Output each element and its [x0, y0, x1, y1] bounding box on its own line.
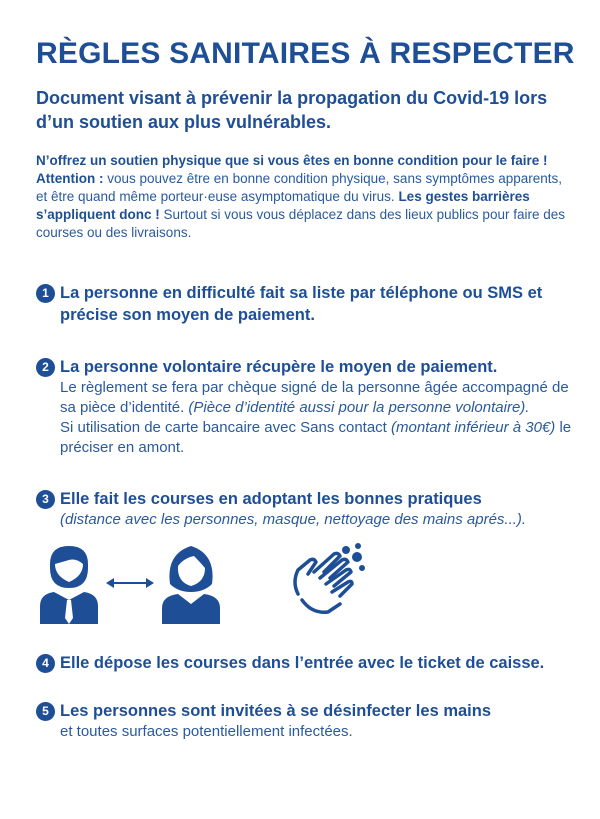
step-number: 5 — [36, 702, 55, 721]
step-number: 4 — [36, 654, 55, 673]
practices-note: (distance avec les personnes, masque, nettoyage des mains aprés...). — [60, 511, 527, 528]
step-4 — [36, 652, 576, 674]
document — [36, 36, 576, 742]
intro-bold-2: Les gestes barrières s’appliquent donc ! — [36, 189, 530, 222]
step-title: Les personnes sont invitées à se désinfecter les mains — [60, 702, 492, 720]
step-title: La personne volontaire récupère le moyen de paiement. — [60, 358, 498, 376]
step-number: 2 — [36, 358, 55, 377]
hand-washing-icon — [288, 542, 368, 622]
double-arrow-icon — [106, 576, 154, 590]
step-title: Elle fait les courses en adoptant les bonnes pratiques — [60, 490, 482, 508]
step-3 — [36, 488, 576, 530]
page-title: RÈGLES SANITAIRES À RESPECTER — [36, 37, 575, 70]
card-text: Si utilisation de carte bancaire avec Sans contact — [60, 419, 392, 436]
step-title: La personne en difficulté fait sa liste par téléphone ou SMS et précise son moyen de paiement. — [60, 284, 543, 324]
intro-text-2: Surtout si vous vous déplacez dans des lieux publics pour faire des courses ou des livraisons. — [36, 207, 565, 240]
step-1 — [36, 282, 576, 326]
payment-check-text: Le règlement se fera par chèque signé de la personne âgée accompagné de sa pièce d’identité. — [60, 379, 569, 416]
intro-bold-1: N’offrez un soutien physique que si vous êtes en bonne condition pour le faire ! Attention : — [36, 153, 548, 186]
man-icon — [38, 540, 100, 624]
step-body — [60, 378, 576, 418]
intro-paragraph — [36, 152, 576, 242]
step-body: et toutes surfaces potentiellement infectées. — [60, 723, 353, 740]
id-note: (Pièce d’identité aussi pour la personne volontaire). — [188, 399, 530, 416]
woman-icon — [160, 540, 222, 624]
step-body — [60, 510, 576, 530]
amount-note: (montant inférieur à 30€) — [391, 419, 556, 436]
step-title: Elle dépose les courses dans l’entrée avec le ticket de caisse. — [60, 654, 545, 672]
step-number: 3 — [36, 490, 55, 509]
subtitle: Document visant à prévenir la propagation du Covid-19 lors d’un soutien aux plus vulnérables. — [36, 88, 548, 132]
step-2 — [36, 356, 576, 458]
illustrations — [36, 540, 576, 626]
step-number: 1 — [36, 284, 55, 303]
step-body — [60, 418, 576, 458]
step-5 — [36, 700, 576, 742]
intro-text-1: vous pouvez être en bonne condition physique, sans symptômes apparents, et être quand même porteur·euse asymptomatique du virus. — [36, 171, 563, 204]
card-text-end: le préciser en amont. — [60, 419, 572, 456]
